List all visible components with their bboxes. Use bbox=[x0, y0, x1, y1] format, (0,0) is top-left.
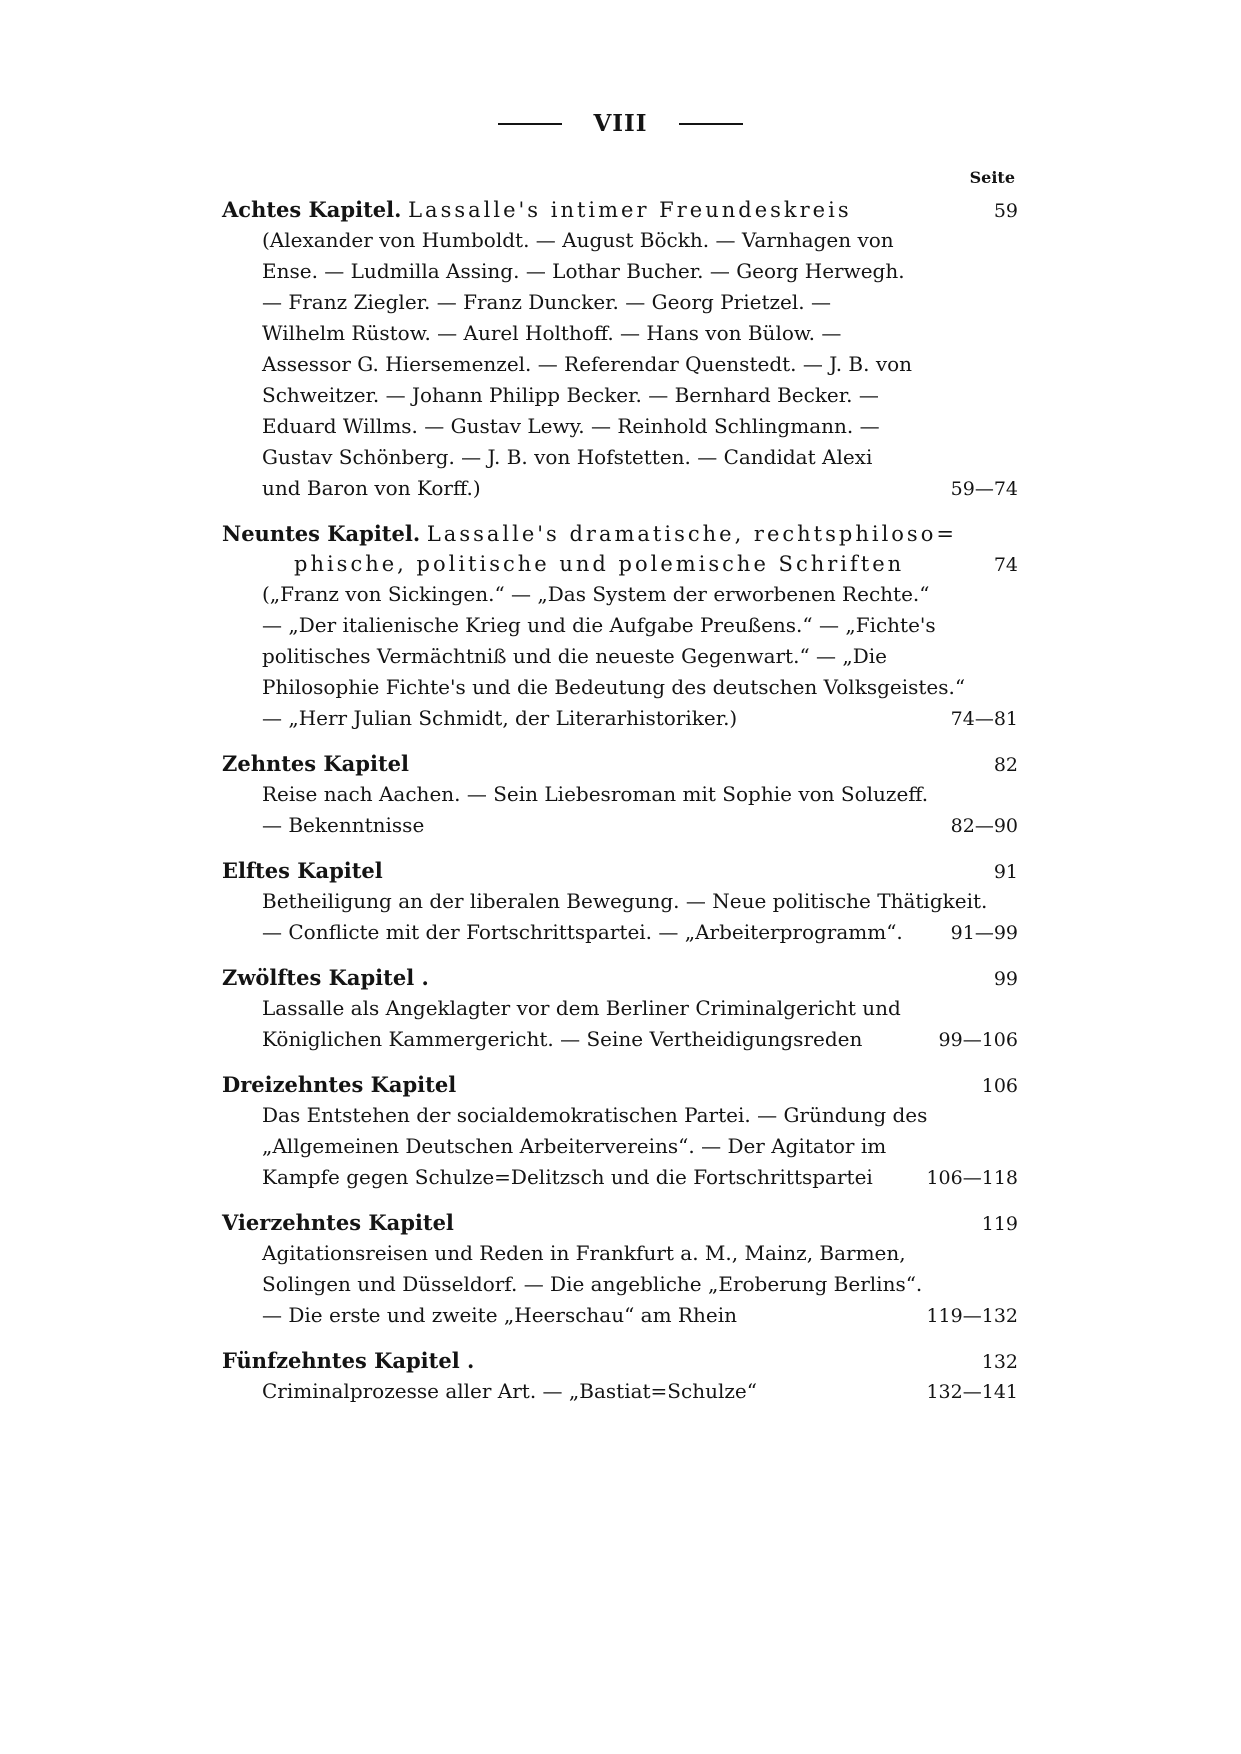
chapter-ordinal: Zehntes Kapitel bbox=[222, 751, 409, 776]
chapter-heading bbox=[222, 856, 1018, 886]
chapter-start-page: 82 bbox=[993, 754, 1018, 776]
toc-chapter bbox=[222, 749, 1018, 842]
summary-line: Criminalprozesse aller Art. — „Bastiat=Schulze“ bbox=[262, 1379, 757, 1403]
summary-line: — „Der italienische Krieg und die Aufgabe Preußens.“ — „Fichte's bbox=[262, 613, 936, 637]
header-rule-right bbox=[679, 123, 743, 125]
toc-chapter bbox=[222, 519, 1018, 735]
page-range: 82—90 bbox=[950, 815, 1018, 837]
chapter-ordinal: Neuntes Kapitel. bbox=[222, 521, 421, 546]
summary-line: Ense. — Ludmilla Assing. — Lothar Bucher. — Georg Herwegh. bbox=[262, 259, 905, 283]
chapter-start-page: 59 bbox=[993, 200, 1018, 222]
chapter-start-page: 132 bbox=[981, 1351, 1018, 1373]
chapter-ordinal: Dreizehntes Kapitel bbox=[222, 1072, 457, 1097]
summary-line: — „Herr Julian Schmidt, der Literarhistoriker.) bbox=[262, 706, 738, 730]
chapter-ordinal: Zwölftes Kapitel . bbox=[222, 965, 429, 990]
chapter-heading-text bbox=[222, 856, 994, 886]
summary-last-row bbox=[262, 1024, 1018, 1056]
toc-chapter bbox=[222, 195, 1018, 505]
chapter-heading-text bbox=[222, 519, 1018, 549]
summary-line: Wilhelm Rüstow. — Aurel Holthoff. — Hans von Bülow. — bbox=[262, 321, 842, 345]
toc-chapter bbox=[222, 963, 1018, 1056]
summary-last-row bbox=[262, 703, 1018, 735]
summary-last-row bbox=[262, 1300, 1018, 1332]
chapter-heading bbox=[222, 963, 1018, 993]
chapter-summary bbox=[222, 1376, 1018, 1408]
page-range: 132—141 bbox=[926, 1381, 1018, 1403]
chapter-heading bbox=[222, 1208, 1018, 1238]
chapter-start-page: 119 bbox=[981, 1213, 1018, 1235]
table-of-contents bbox=[222, 195, 1018, 1422]
chapter-title: Lassalle's intimer Freundeskreis bbox=[408, 198, 852, 222]
summary-line: — Die erste und zweite „Heerschau“ am Rhein bbox=[262, 1303, 737, 1327]
summary-line: — Conflicte mit der Fortschrittspartei. — „Arbeiterprogramm“. bbox=[262, 920, 903, 944]
summary-line: (Alexander von Humboldt. — August Böckh. — Varnhagen von bbox=[262, 228, 894, 252]
page-range: 99—106 bbox=[938, 1029, 1018, 1051]
chapter-summary bbox=[222, 993, 1018, 1056]
summary-line: Schweitzer. — Johann Philipp Becker. — Bernhard Becker. — bbox=[262, 383, 879, 407]
chapter-title: Lassalle's dramatische, rechtsphiloso= bbox=[426, 522, 957, 546]
summary-line: Eduard Willms. — Gustav Lewy. — Reinhold Schlingmann. — bbox=[262, 414, 880, 438]
page-range: 74—81 bbox=[950, 708, 1018, 730]
chapter-ordinal: Achtes Kapitel. bbox=[222, 197, 402, 222]
chapter-heading bbox=[222, 195, 1018, 225]
page-range: 106—118 bbox=[926, 1167, 1018, 1189]
toc-chapter bbox=[222, 1070, 1018, 1194]
chapter-start-page: 74 bbox=[993, 554, 1018, 576]
chapter-heading-text bbox=[222, 1070, 982, 1100]
chapter-summary bbox=[222, 579, 1018, 735]
summary-line: — Bekenntnisse bbox=[262, 813, 425, 837]
chapter-ordinal: Fünfzehntes Kapitel . bbox=[222, 1348, 475, 1373]
seite-label: Seite bbox=[969, 168, 1015, 187]
toc-chapter bbox=[222, 1208, 1018, 1332]
summary-line: „Allgemeinen Deutschen Arbeitervereins“. — Der Agitator im bbox=[262, 1134, 887, 1158]
summary-line: Gustav Schönberg. — J. B. von Hofstetten. — Candidat Alexi bbox=[262, 445, 873, 469]
page-range: 91—99 bbox=[950, 922, 1018, 944]
summary-line: Das Entstehen der socialdemokratischen Partei. — Gründung des bbox=[262, 1103, 928, 1127]
summary-last-row bbox=[262, 1162, 1018, 1194]
summary-last-row bbox=[262, 1376, 1018, 1408]
chapter-heading-text bbox=[222, 195, 994, 225]
summary-line: Assessor G. Hiersemenzel. — Referendar Quenstedt. — J. B. von bbox=[262, 352, 913, 376]
summary-last-row bbox=[262, 917, 1018, 949]
chapter-start-page: 106 bbox=[981, 1075, 1018, 1097]
header-rule-left bbox=[498, 123, 562, 125]
toc-chapter bbox=[222, 1346, 1018, 1408]
summary-last-row bbox=[262, 810, 1018, 842]
chapter-heading bbox=[222, 1070, 1018, 1100]
chapter-summary bbox=[222, 1100, 1018, 1194]
summary-line: Reise nach Aachen. — Sein Liebesroman mit Sophie von Soluzeff. bbox=[262, 782, 929, 806]
page-range: 119—132 bbox=[926, 1305, 1018, 1327]
chapter-heading-text bbox=[222, 963, 994, 993]
toc-chapter bbox=[222, 856, 1018, 949]
summary-line: und Baron von Korff.) bbox=[262, 476, 481, 500]
summary-line: Solingen und Düsseldorf. — Die angebliche „Eroberung Berlins“. bbox=[262, 1272, 923, 1296]
chapter-start-page: 91 bbox=[993, 861, 1018, 883]
chapter-summary bbox=[222, 779, 1018, 842]
chapter-heading bbox=[222, 1346, 1018, 1376]
summary-line: politisches Vermächtniß und die neueste Gegenwart.“ — „Die bbox=[262, 644, 888, 668]
chapter-heading-text bbox=[222, 1346, 982, 1376]
chapter-heading-cont bbox=[222, 549, 1018, 579]
chapter-start-page: 99 bbox=[993, 968, 1018, 990]
chapter-title-cont: phische, politische und polemische Schriften bbox=[294, 552, 905, 576]
chapter-summary bbox=[222, 225, 1018, 505]
summary-line: Lassalle als Angeklagter vor dem Berliner Criminalgericht und bbox=[262, 996, 901, 1020]
chapter-heading bbox=[222, 749, 1018, 779]
chapter-heading bbox=[222, 519, 1018, 549]
chapter-heading-text bbox=[222, 1208, 982, 1238]
chapter-ordinal: Vierzehntes Kapitel bbox=[222, 1210, 454, 1235]
page-header bbox=[0, 110, 1241, 137]
summary-line: Königlichen Kammergericht. — Seine Vertheidigungsreden bbox=[262, 1027, 863, 1051]
chapter-heading-text bbox=[222, 749, 994, 779]
page-range: 59—74 bbox=[950, 478, 1018, 500]
page-numeral: VIII bbox=[593, 110, 648, 137]
chapter-summary bbox=[222, 886, 1018, 949]
summary-line: — Franz Ziegler. — Franz Duncker. — Georg Prietzel. — bbox=[262, 290, 831, 314]
chapter-ordinal: Elftes Kapitel bbox=[222, 858, 383, 883]
summary-last-row bbox=[262, 473, 1018, 505]
summary-line: Philosophie Fichte's und die Bedeutung des deutschen Volksgeistes.“ bbox=[262, 675, 966, 699]
summary-line: Betheiligung an der liberalen Bewegung. — Neue politische Thätigkeit. bbox=[262, 889, 988, 913]
chapter-summary bbox=[222, 1238, 1018, 1332]
summary-line: Kampfe gegen Schulze=Delitzsch und die Fortschrittspartei bbox=[262, 1165, 873, 1189]
summary-line: („Franz von Sickingen.“ — „Das System der erworbenen Rechte.“ bbox=[262, 582, 930, 606]
summary-line: Agitationsreisen und Reden in Frankfurt a. M., Mainz, Barmen, bbox=[262, 1241, 906, 1265]
